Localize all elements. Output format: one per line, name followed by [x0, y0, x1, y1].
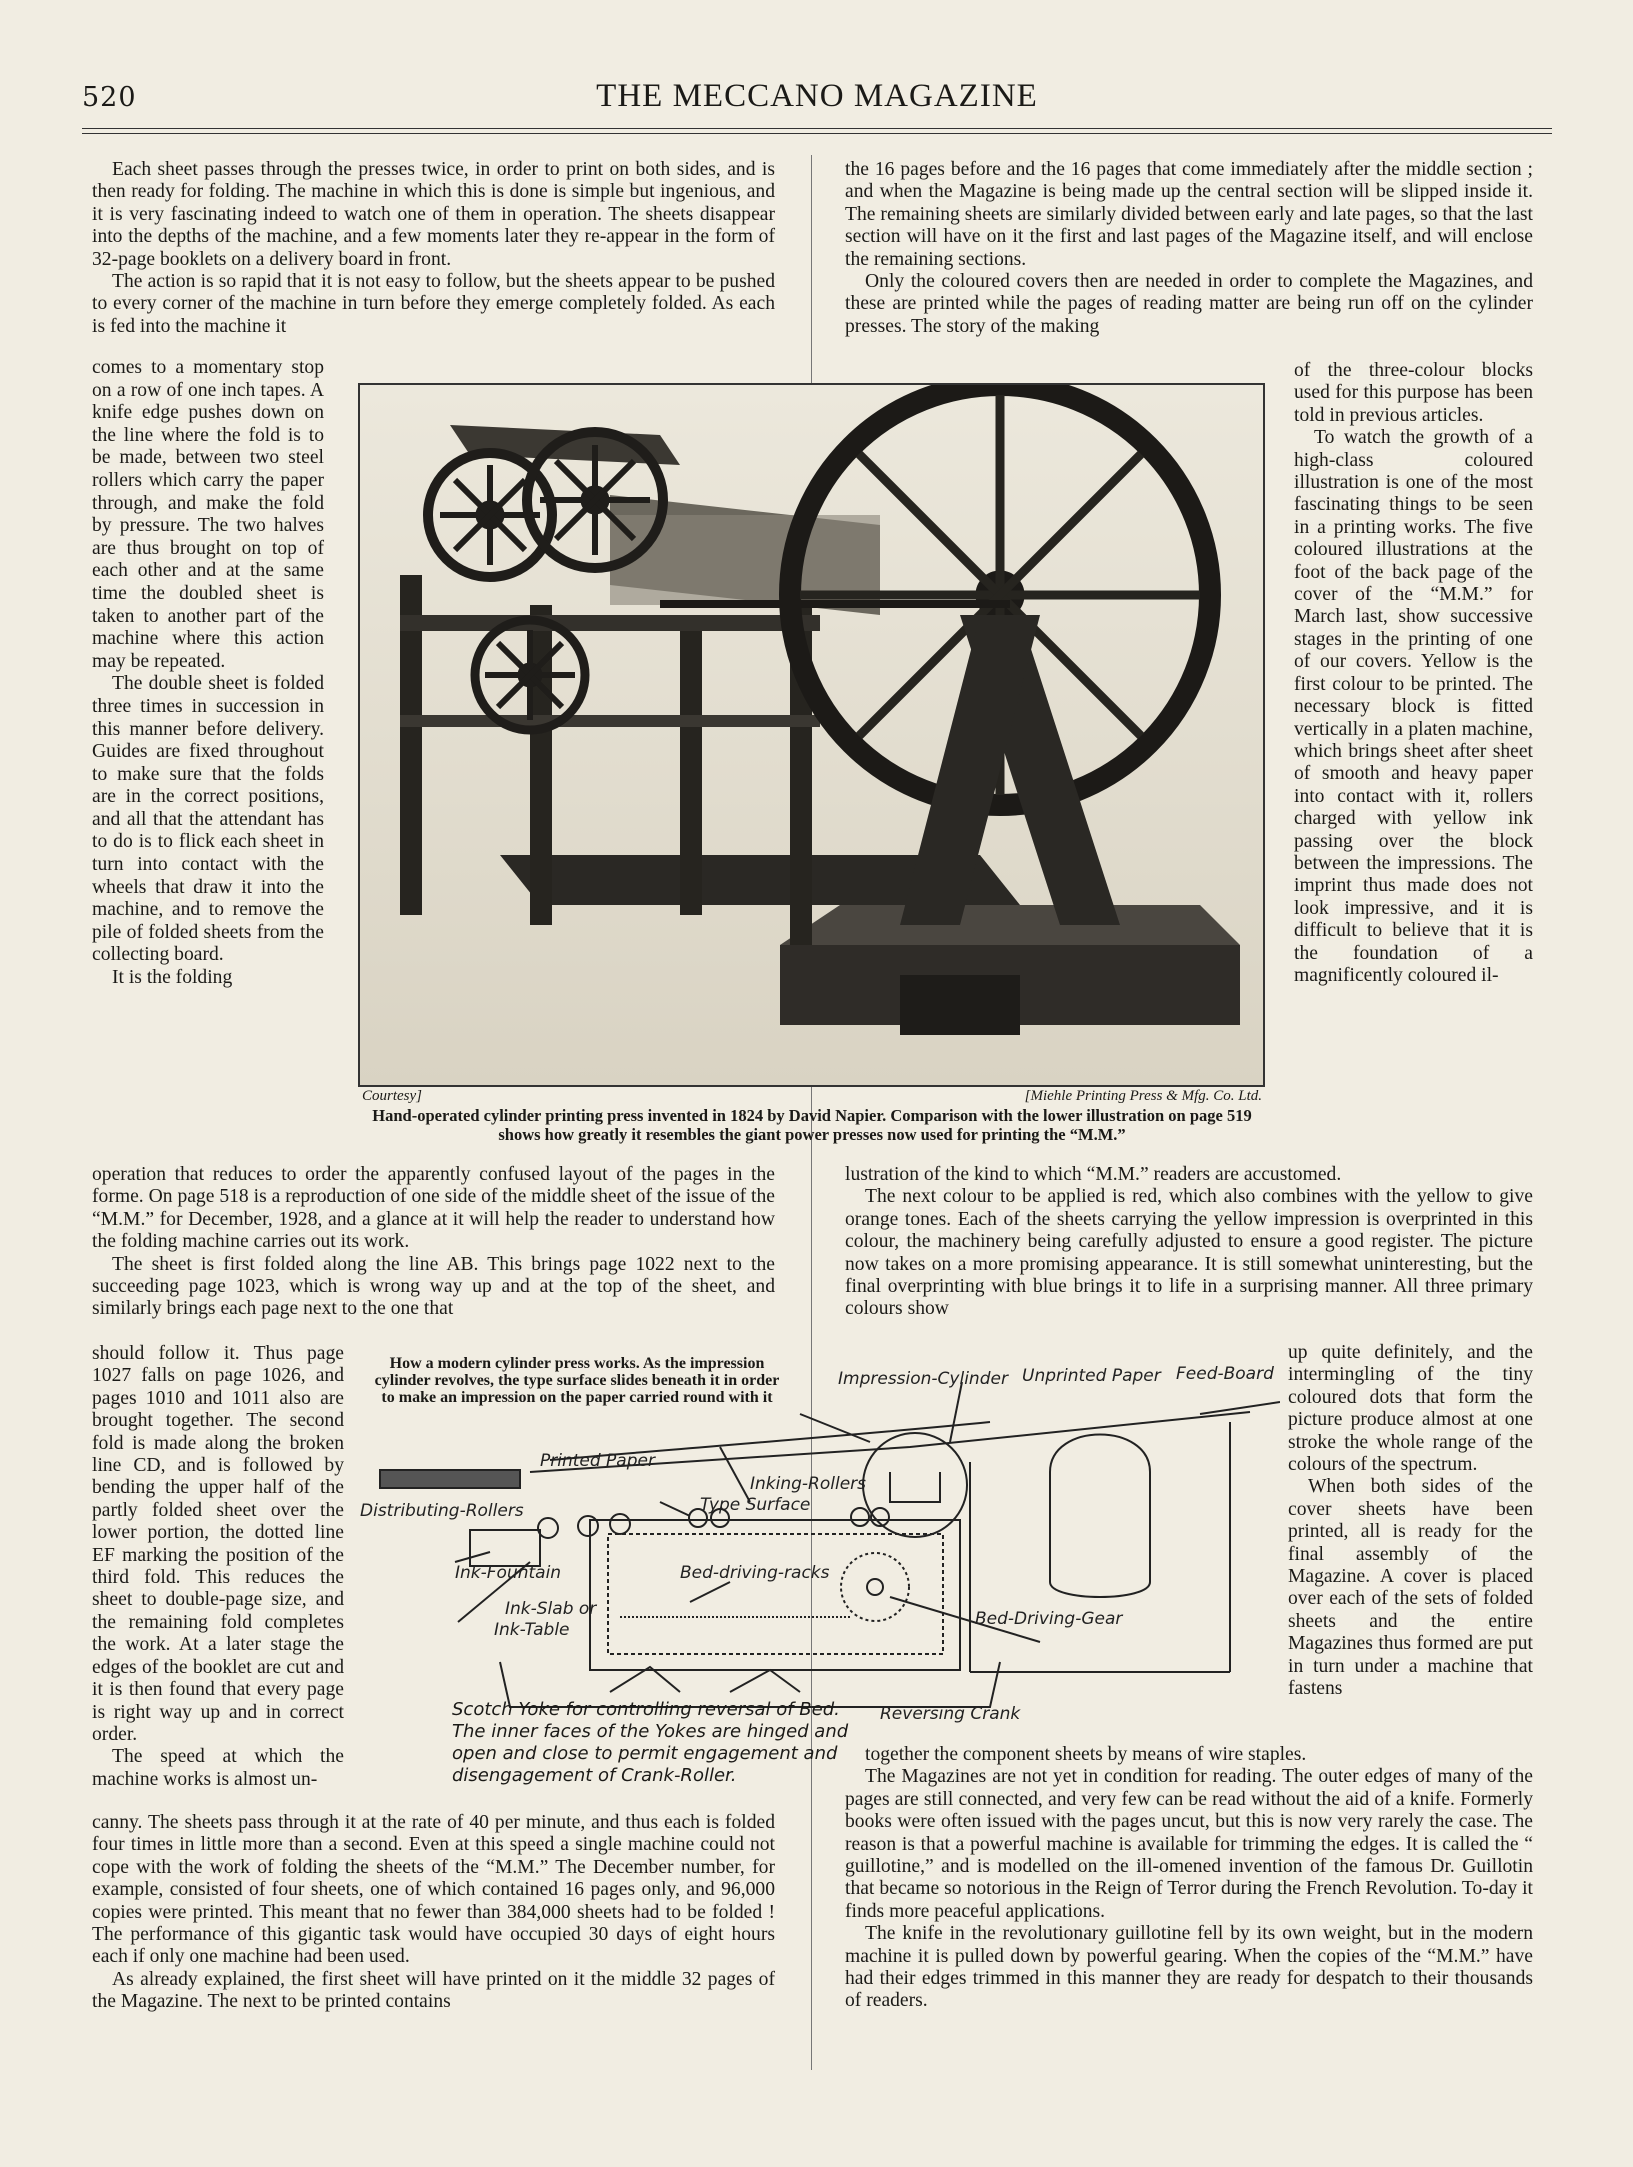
- label-feed-board: Feed-Board: [1176, 1364, 1274, 1384]
- paragraph: The knife in the revolutionary guillotine fell by its own weight, but in the modern machine it is pulled down by powerful gearing. When the copies of the “M.M.” have had their edges trimmed in this manner they are ready for despatch to their thousands of readers.: [845, 1923, 1533, 2012]
- label-reversing-crank: Reversing Crank: [880, 1704, 1021, 1724]
- page-header: [82, 78, 1552, 126]
- paragraph: The next colour to be applied is red, which also combines with the yellow to give orange tones. Each of the sheets carrying the yellow impression is overprinted in this colour, the machinery being carefully adjusted to ensure a good register. The picture now takes on a more promising appearance. It is still somewhat uninteresting, but the final overprinting with blue brings it to life in a surprising manner. All three primary colours show: [845, 1186, 1533, 1320]
- paragraph: To watch the growth of a high-class coloured illustration is one of the most fascinating things to be seen in a printing works. The five coloured illustrations at the foot of the back page of the cover of the “M.M.” for March last, show successive stages in the printing of one of our covers. Yellow is the first colour to be printed. The necessary block is fitted vertically in a platen machine, which brings sheet after sheet of smooth and heavy paper into contact with it, rollers charged with yellow ink passing over the block between the impressions. The imprint thus made does not look impressive, and it is difficult to believe that it is the foundation of a magnificently coloured il-: [1294, 427, 1533, 986]
- paragraph: The double sheet is folded three times in succession in this manner before delivery. Guides are fixed throughout to make sure that the folds are in the correct positions, and all that the attendant has to do is to flick each sheet in turn into contact with the wheels that draw it into the machine, and to remove the pile of folded sheets from the collecting board.: [92, 673, 324, 966]
- photo-credit-right: [Miehle Printing Press & Mfg. Co. Ltd.: [1024, 1088, 1262, 1104]
- label-inking-rollers: Inking-Rollers: [750, 1474, 867, 1494]
- diagram-caption: How a modern cylinder press works. As the impression cylinder revolves, the type surface slides beneath it in order to make an impression on the paper carried round with it: [374, 1355, 780, 1406]
- left-column-mid: [92, 1164, 775, 1321]
- paragraph: should follow it. Thus page 1027 falls on page 1026, and pages 1010 and 1011 also are brought together. The second fold is made along the broken line CD, and is followed by bending the upper half of the partly folded sheet over the lower portion, the dotted line EF marking the position of the third fold. This reduces the sheet to double-page size, and the remaining fold completes the work. At a later stage the edges of the booklet are cut and it is then found that every page is right way up and in correct order.: [92, 1343, 344, 1745]
- paragraph: canny. The sheets pass through it at the rate of 40 per minute, and thus each is folded four times in little more than a second. Even at this speed a single machine could not cope with the work of folding the sheets of the “M.M.” The December number, for example, consisted of four sheets, one of which contained 16 pages only, and 96,000 copies were printed. This meant that no fewer than 384,000 sheets had to be folded ! The performance of this gigantic task would have occupied 30 days of eight hours each if only one machine had been used.: [92, 1812, 775, 1968]
- press-photograph: [358, 383, 1265, 1087]
- header-rule: [82, 128, 1552, 129]
- right-column-narrow-2: [1288, 1342, 1533, 1701]
- paragraph: The sheet is first folded along the line AB. This brings page 1022 next to the succeeding page 1023, which is wrong way up and at the top of the sheet, and similarly brings each page next to the one that: [92, 1253, 775, 1320]
- left-column-narrow: [92, 357, 324, 990]
- paragraph: up quite definitely, and the intermingling of the tiny coloured dots that form the picture produce almost at one stroke the whole range of the colours of the spectrum.: [1288, 1342, 1533, 1476]
- right-column-narrow: [1294, 360, 1533, 987]
- label-ink-fountain: Ink-Fountain: [455, 1563, 562, 1583]
- page-number: 520: [82, 82, 137, 113]
- magazine-title: THE MECCANO MAGAZINE: [596, 78, 1038, 114]
- label-distributing-rollers: Distributing-Rollers: [360, 1501, 524, 1521]
- label-impression-cylinder: Impression-Cylinder: [838, 1369, 1008, 1389]
- header-rule-thin: [82, 133, 1552, 134]
- paragraph: When both sides of the cover sheets have been printed, all is ready for the final assembly of the Magazine. A cover is placed over each of the sets of folded sheets and the entire Magazines thus formed are put in turn under a machine that fastens: [1288, 1476, 1533, 1700]
- label-unprinted-paper: Unprinted Paper: [1022, 1366, 1161, 1386]
- label-printed-paper: Printed Paper: [540, 1451, 655, 1471]
- paragraph: As already explained, the first sheet will have printed on it the middle 32 pages of the Magazine. The next to be printed contains: [92, 1968, 775, 2013]
- paragraph: It is the folding: [112, 967, 233, 989]
- left-column-narrow-2: [92, 1343, 344, 1791]
- photo-caption: Hand-operated cylinder printing press invented in 1824 by David Napier. Comparison with the lower illustration on page 519 shows how greatly it resembles the giant power presses now used for printing the “M.M.”: [372, 1106, 1252, 1144]
- paragraph: the 16 pages before and the 16 pages that come immediately after the middle section ; and when the Magazine is being made up the central section will be slipped inside it. The remaining sheets are similarly divided between early and late pages, so that the last section will have on it the first and last pages of the Magazine itself, and will enclose the remaining sections.: [845, 159, 1533, 270]
- label-bed-driving-racks: Bed-driving-racks: [680, 1563, 830, 1583]
- label-scotch-yoke: Scotch Yoke for controlling reversal of Bed. The inner faces of the Yokes are hinged and open and close to permit engagement and disengagement of Crank-Roller.: [452, 1699, 849, 1786]
- paragraph: lustration of the kind to which “M.M.” readers are accustomed.: [845, 1164, 1342, 1185]
- paragraph: The speed at which the machine works is almost un-: [92, 1746, 344, 1790]
- paragraph: The action is so rapid that it is not easy to follow, but the sheets appear to be pushed to every corner of the machine in turn before they emerge completely folded. As each is fed into the machine it: [92, 271, 775, 337]
- right-column-top: [845, 159, 1533, 338]
- left-column-bottom: [92, 1812, 775, 2014]
- right-column-bottom: [845, 1744, 1533, 2013]
- paragraph: Each sheet passes through the presses twice, in order to print on both sides, and is then ready for folding. The machine in which this is done is simple but ingenious, and it is very fascinating indeed to watch one of them in operation. The sheets disappear into the depths of the machine, and a few moments later they re-appear in the form of 32-page booklets on a delivery board in front.: [92, 159, 775, 270]
- paragraph: of the three-colour blocks used for this purpose has been told in previous articles.: [1294, 360, 1533, 426]
- paragraph: together the component sheets by means of wire staples.: [865, 1744, 1307, 1765]
- paragraph: operation that reduces to order the apparently confused layout of the pages in the forme. On page 518 is a reproduction of one side of the middle sheet of the issue of the “M.M.” for December, 1928, and a glance at it will help the reader to understand how the folding machine carries out its work.: [92, 1164, 775, 1253]
- label-type-surface: Type Surface: [700, 1495, 811, 1515]
- paragraph: The Magazines are not yet in condition for reading. The outer edges of many of the pages are still connected, and very few can be read without the aid of a knife. Formerly books were often issued with the pages uncut, but this is now very rarely the case. The reason is that a powerful machine is available for trimming the edges. It is called the “ guillotine,” and is modelled on the ill-omened invention of the famous Dr. Guillotin that became so notorious in the Reign of Terror during the French Revolution. To-day it finds more peaceful applications.: [845, 1766, 1533, 1922]
- photo-credit-left: Courtesy]: [362, 1088, 422, 1104]
- label-ink-slab: Ink-Slab or: [505, 1599, 597, 1619]
- right-column-mid: [845, 1164, 1533, 1321]
- label-ink-table: Ink-Table: [494, 1620, 570, 1640]
- paragraph: comes to a momentary stop on a row of one inch tapes. A knife edge pushes down on the line where the fold is to be made, between two steel rollers which carry the paper through, and make the fold by pressure. The two halves are thus brought on top of each other and at the same time the doubled sheet is taken to another part of the machine where this action may be repeated.: [92, 357, 324, 672]
- left-column-top: [92, 159, 775, 338]
- press-illustration: [360, 385, 1263, 1085]
- paragraph: Only the coloured covers then are needed in order to complete the Magazines, and these are printed while the pages of reading matter are being run off on the cylinder presses. The story of the making: [845, 271, 1533, 337]
- label-bed-driving-gear: Bed-Driving-Gear: [975, 1609, 1123, 1629]
